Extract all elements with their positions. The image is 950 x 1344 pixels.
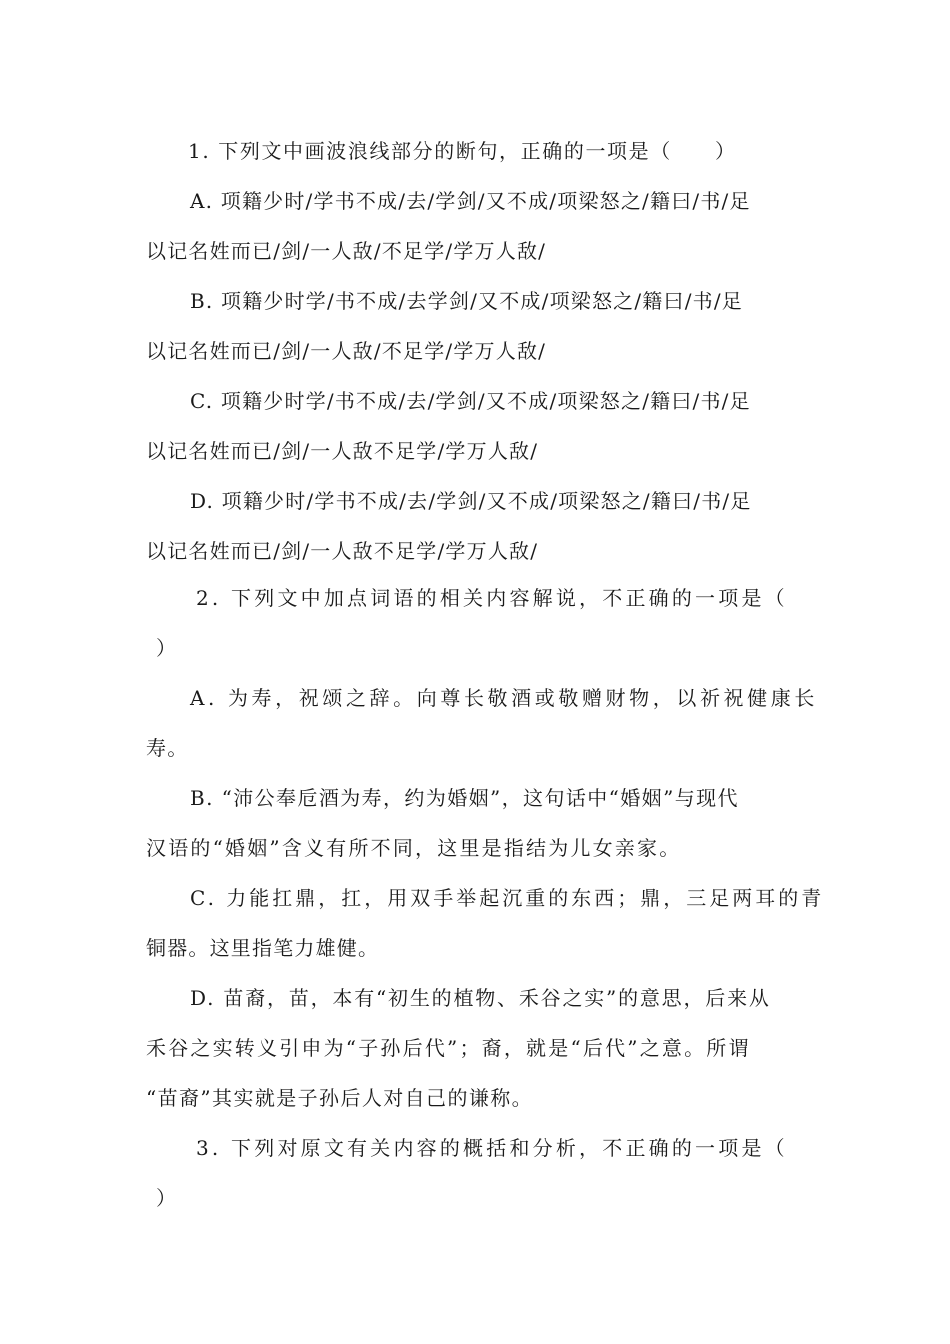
question-1-option-b-cont: 以记名姓而已/剑/一人敌/不足学/学万人敌/ xyxy=(146,339,547,363)
question-1-option-d: D. 项籍少时/学书不成/去/学剑/又不成/项梁怒之/籍曰/书/足 xyxy=(190,489,752,513)
question-2-option-b: B. “沛公奉卮酒为寿，约为婚姻”，这句话中“婚姻”与现代 xyxy=(190,786,739,810)
question-1-stem: 1. 下列文中画波浪线部分的断句，正确的一项是（ ） xyxy=(188,139,737,163)
question-2-stem: 2. 下列文中加点词语的相关内容解说，不正确的一项是（ xyxy=(196,586,788,610)
question-1-option-b: B. 项籍少时学/书不成/去学剑/又不成/项梁怒之/籍曰/书/足 xyxy=(190,289,743,313)
question-1-option-c-cont: 以记名姓而已/剑/一人敌不足学/学万人敌/ xyxy=(146,439,539,463)
question-2-stem-cont: ） xyxy=(156,636,178,660)
question-2-option-d: D. 苗裔，苗，本有“初生的植物、禾谷之实”的意思，后来从 xyxy=(190,986,771,1010)
question-1-option-c: C. 项籍少时学/书不成/去/学剑/又不成/项梁怒之/籍曰/书/足 xyxy=(190,389,751,413)
question-2-option-a-cont: 寿。 xyxy=(146,736,189,760)
question-1-option-a: A. 项籍少时/学书不成/去/学剑/又不成/项梁怒之/籍曰/书/足 xyxy=(190,189,751,213)
question-2-option-c: C. 力能扛鼎，扛，用双手举起沉重的东西；鼎，三足两耳的青 xyxy=(190,886,825,910)
question-3-stem: 3. 下列对原文有关内容的概括和分析，不正确的一项是（ xyxy=(196,1136,788,1160)
question-2-option-d-cont: 禾谷之实转义引申为“子孙后代”；裔，就是“后代”之意。所谓 xyxy=(146,1036,751,1060)
question-2-option-c-cont: 铜器。这里指笔力雄健。 xyxy=(146,936,380,960)
question-2-option-a: A. 为寿，祝颂之辞。向尊长敬酒或敬赠财物，以祈祝健康长 xyxy=(190,686,818,710)
question-2-option-b-cont: 汉语的“婚姻”含义有所不同，这里是指结为儿女亲家。 xyxy=(146,836,682,860)
question-2-option-d-cont-2: “苗裔”其实就是子孙后人对自己的谦称。 xyxy=(146,1086,534,1110)
question-1-option-a-cont: 以记名姓而已/剑/一人敌/不足学/学万人敌/ xyxy=(146,239,547,263)
question-1-option-d-cont: 以记名姓而已/剑/一人敌不足学/学万人敌/ xyxy=(146,539,539,563)
question-3-stem-cont: ） xyxy=(156,1186,178,1210)
